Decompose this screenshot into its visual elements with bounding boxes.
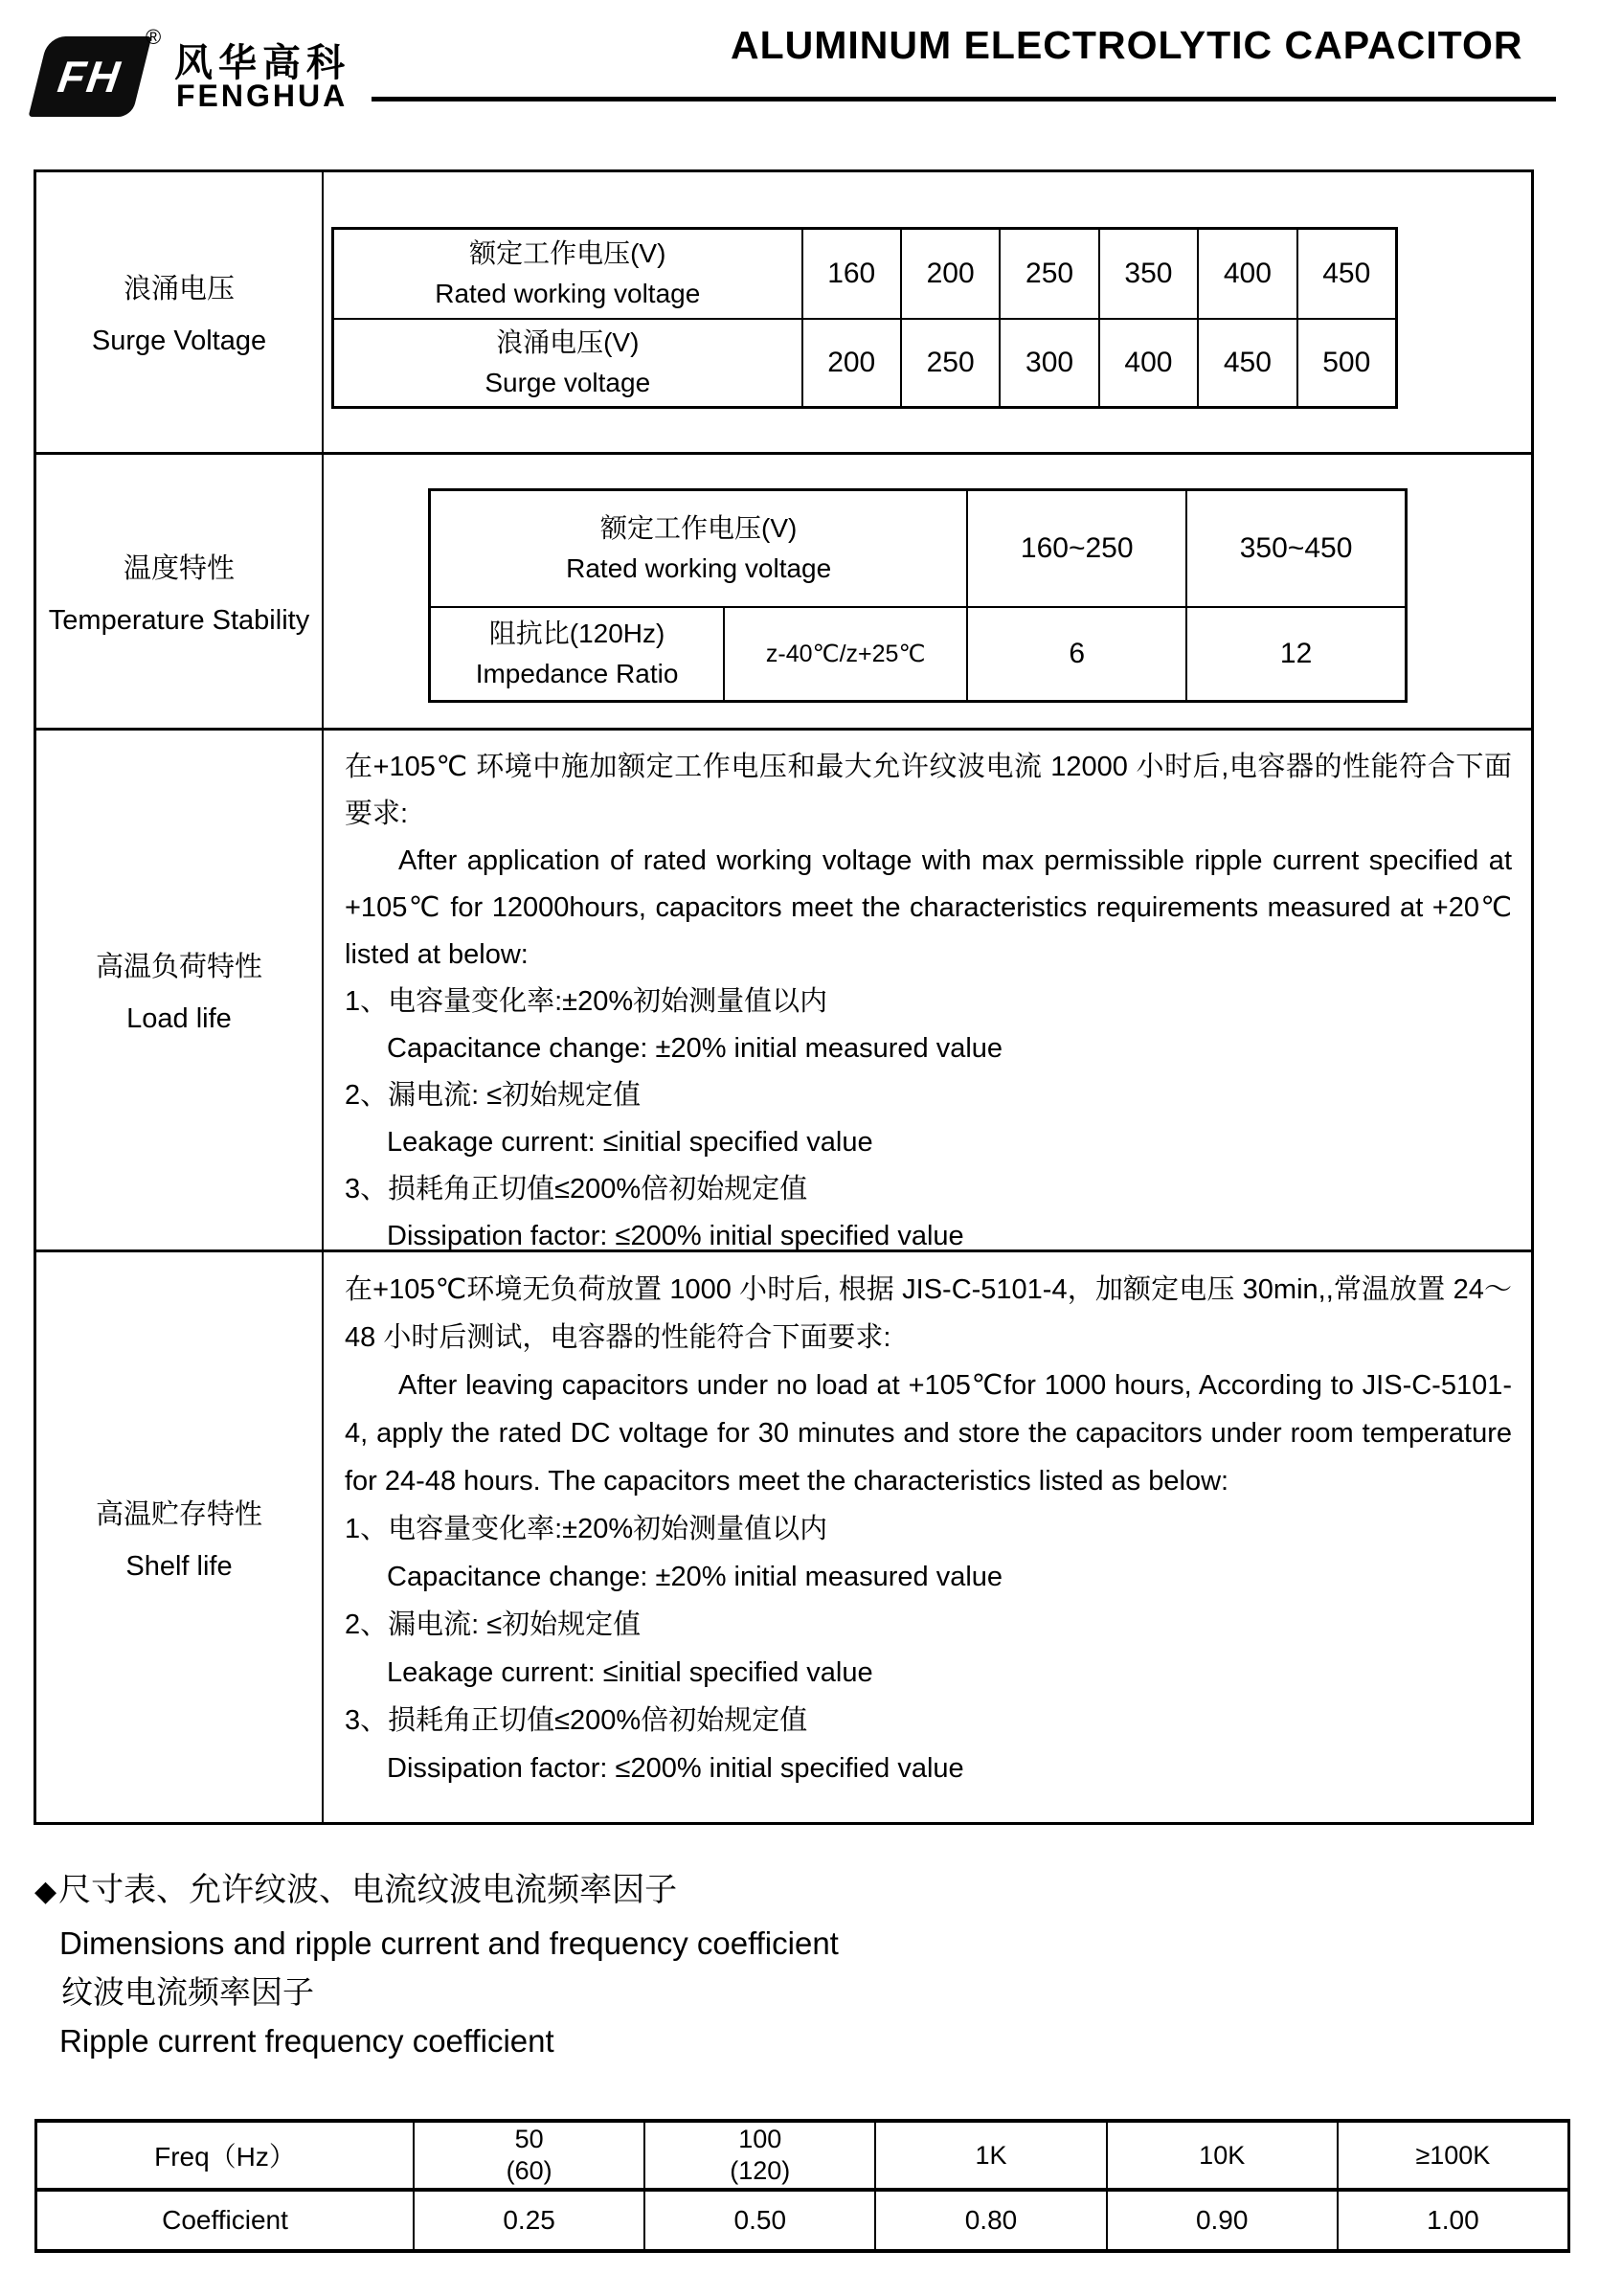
load-life-item-en: Capacitance change: ±20% initial measured value: [387, 1033, 1003, 1064]
rated-voltage-value: 160: [801, 230, 900, 318]
temp-rated-voltage-header-cell: [431, 491, 966, 606]
surge-voltage-v-label-en: Surge voltage: [485, 368, 651, 397]
temperature-stability-row-label: [36, 455, 324, 731]
load-life-intro-en: After application of rated working voltage with max permissible ripple current specified at +105℃ for 12000hours, capacitors meet the characteristics requirements measured at +20℃ listed at below:: [345, 845, 1512, 970]
shelf-life-item-en: Dissipation factor: ≤200% initial specified value: [387, 1753, 964, 1784]
load-life-label-cn: 高温负荷特性: [95, 952, 262, 982]
rated-voltage-label-en: Rated working voltage: [435, 279, 701, 308]
freq-column-header: [643, 2123, 874, 2192]
surge-voltage-cell: [324, 172, 1531, 455]
freq-header-label: Freq（Hz）: [37, 2123, 413, 2192]
registered-trademark-icon: ®: [146, 25, 162, 49]
freq-value-line1: ≥100K: [1415, 2140, 1491, 2170]
impedance-condition: z-40℃/z+25℃: [723, 606, 966, 700]
coefficient-value: 0.50: [643, 2192, 874, 2249]
rated-voltage-value: 400: [1197, 230, 1296, 318]
rated-voltage-value: 250: [999, 230, 1097, 318]
section-heading-cn-1-text: 尺寸表、允许纹波、电流纹波电流频率因子: [58, 1872, 678, 1908]
section-heading-en-2: Ripple current frequency coefficient: [59, 2023, 554, 2059]
surge-voltage-v-label-cn: 浪涌电压(V): [496, 327, 640, 357]
load-life-item-cn: 3、损耗角正切值≤200%倍初始规定值: [345, 1174, 808, 1204]
load-life-item-en: Dissipation factor: ≤200% initial specified value: [387, 1221, 964, 1251]
shelf-life-item-cn: 3、损耗角正切值≤200%倍初始规定值: [345, 1705, 808, 1736]
coefficient-value: 0.80: [874, 2192, 1105, 2249]
shelf-life-item-cn: 1、电容量变化率:±20%初始测量值以内: [345, 1514, 828, 1544]
temperature-stability-label-en: Temperature Stability: [48, 604, 310, 636]
surge-voltage-label-cn: 浪涌电压: [123, 274, 235, 304]
temperature-stability-table: [428, 488, 1408, 703]
section-heading-en-1: Dimensions and ripple current and frequency coefficient: [59, 1925, 839, 1961]
rated-voltage-label-cn: 额定工作电压(V): [469, 238, 666, 268]
impedance-ratio-label-en: Impedance Ratio: [475, 659, 679, 688]
shelf-life-label-en: Shelf life: [125, 1550, 233, 1582]
spec-table: [34, 169, 1534, 1825]
rated-voltage-value: 200: [900, 230, 999, 318]
rated-voltage-value: 450: [1296, 230, 1395, 318]
logo-mark-letters: FH: [55, 52, 125, 101]
load-life-item-cn: 2、漏电流: ≤初始规定值: [345, 1080, 642, 1111]
header-rule: [372, 97, 1556, 101]
load-life-row-label: [36, 731, 324, 1252]
coefficient-row-label: Coefficient: [162, 2205, 288, 2235]
load-life-intro-cn: 在+105℃ 环境中施加额定工作电压和最大允许纹波电流 12000 小时后,电容器的性能符合下面要求:: [345, 752, 1512, 829]
surge-voltage-value: 200: [801, 318, 900, 406]
section-heading-cn-1: [34, 1863, 839, 1919]
shelf-life-item-en: Capacitance change: ±20% initial measured value: [387, 1562, 1003, 1592]
rated-voltage-value: 350: [1098, 230, 1197, 318]
freq-column-header: [413, 2123, 643, 2192]
surge-voltage-value: 500: [1296, 318, 1395, 406]
coefficient-value: 0.25: [413, 2192, 643, 2249]
frequency-coefficient-table: [34, 2119, 1570, 2253]
page-title: ALUMINUM ELECTROLYTIC CAPACITOR: [731, 23, 1523, 67]
load-life-cell: [324, 731, 1531, 1252]
freq-value-line1: 50: [514, 2125, 544, 2153]
fenghua-logo-mark: [29, 36, 152, 117]
voltage-range-value: 160~250: [966, 491, 1185, 606]
temp-rated-voltage-label-en: Rated working voltage: [566, 553, 832, 583]
load-life-item-en: Leakage current: ≤initial specified value: [387, 1127, 873, 1158]
freq-value-line1: 10K: [1199, 2140, 1246, 2170]
coefficient-value: 0.90: [1106, 2192, 1337, 2249]
surge-voltage-value: 400: [1098, 318, 1197, 406]
freq-value-line1: 1K: [975, 2140, 1007, 2170]
logo-name-cn: 风华高科: [174, 42, 350, 84]
freq-column-header: [1106, 2123, 1337, 2192]
load-life-item-cn: 1、电容量变化率:±20%初始测量值以内: [345, 986, 828, 1017]
impedance-ratio-header-cell: [431, 606, 723, 700]
shelf-life-item-cn: 2、漏电流: ≤初始规定值: [345, 1609, 642, 1640]
load-life-label-en: Load life: [126, 1003, 232, 1034]
freq-column-header: [1337, 2123, 1567, 2192]
surge-voltage-row-label: [36, 172, 324, 455]
surge-voltage-value: 450: [1197, 318, 1296, 406]
impedance-ratio-value: 6: [966, 606, 1185, 700]
surge-voltage-value: 300: [999, 318, 1097, 406]
shelf-life-cell: [324, 1252, 1531, 1822]
impedance-ratio-value: 12: [1185, 606, 1405, 700]
logo-name-en: FENGHUA: [176, 79, 349, 113]
diamond-bullet-icon: ◆: [34, 1876, 57, 1907]
shelf-life-label-cn: 高温贮存特性: [95, 1498, 262, 1530]
freq-value-line1: 100: [738, 2125, 782, 2153]
dimensions-section-heading: [34, 1863, 839, 2065]
freq-value-line2: (60): [506, 2156, 552, 2185]
temp-rated-voltage-label-cn: 额定工作电压(V): [600, 513, 798, 543]
freq-column-header: [874, 2123, 1105, 2192]
shelf-life-intro-cn: 在+105℃环境无负荷放置 1000 小时后, 根据 JIS-C-5101-4，加额定电压 30min,,常温放置 24～48 小时后测试，电容器的性能符合下面要求:: [345, 1274, 1512, 1353]
temperature-stability-cell: [324, 455, 1531, 731]
shelf-life-row-label: [36, 1252, 324, 1822]
freq-value-line2: (120): [730, 2156, 791, 2185]
shelf-life-item-en: Leakage current: ≤initial specified value: [387, 1657, 873, 1688]
impedance-ratio-label-cn: 阻抗比(120Hz): [488, 619, 665, 648]
coefficient-value: 1.00: [1337, 2192, 1567, 2249]
surge-voltage-value: 250: [900, 318, 999, 406]
shelf-life-intro-en: After leaving capacitors under no load at +105℃for 1000 hours, According to JIS-C-5101-4, apply the rated DC voltage for 30 minutes and store the capacitors under room temperature for 24-48 hours. The capacitors meet the characteristics listed as below:: [345, 1370, 1512, 1497]
surge-voltage-label-en: Surge Voltage: [91, 326, 267, 356]
voltage-range-value: 350~450: [1185, 491, 1405, 606]
section-heading-cn-2: 纹波电流频率因子: [61, 1974, 314, 2010]
surge-voltage-header-cell: [334, 318, 801, 406]
rated-voltage-header-cell: [334, 230, 801, 318]
temperature-stability-label-cn: 温度特性: [123, 552, 235, 584]
surge-voltage-table: [331, 227, 1398, 409]
